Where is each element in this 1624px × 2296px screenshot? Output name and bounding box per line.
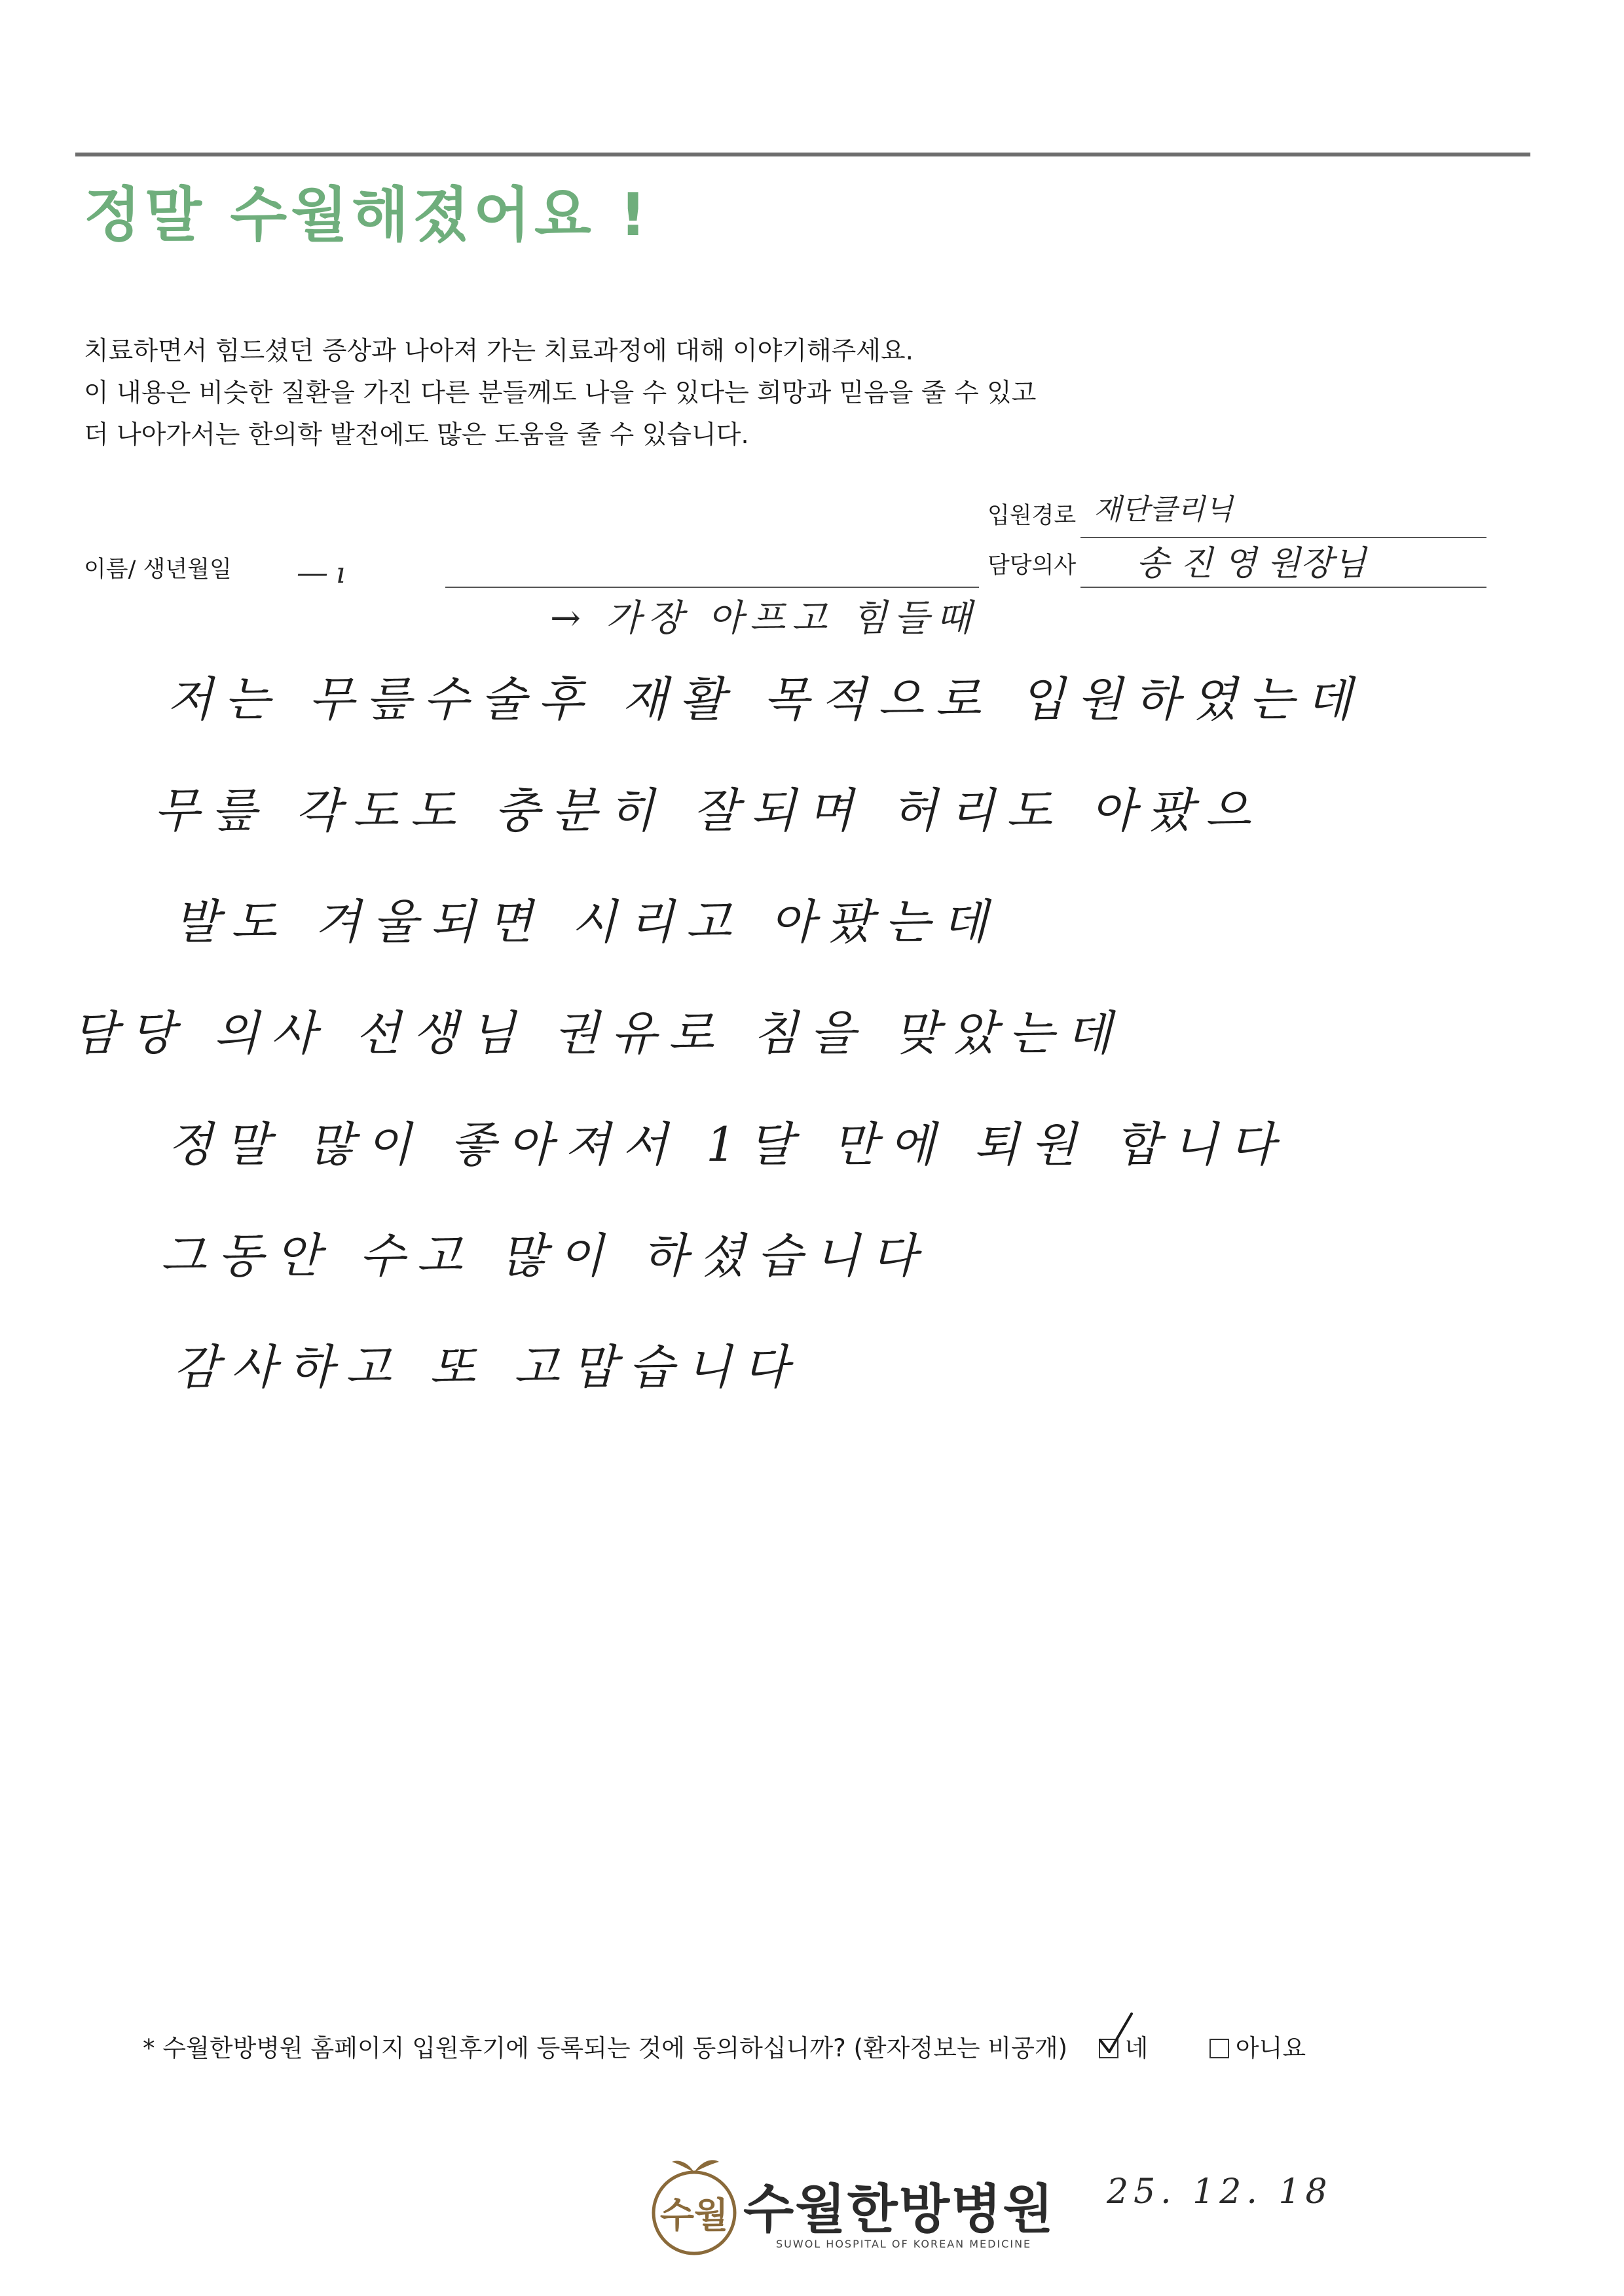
svg-text:수월: 수월: [659, 2195, 729, 2236]
handwritten-line: 저는 무릎수술후 재활 목적으로 입원하였는데: [167, 672, 1364, 727]
name-birth-underline: [445, 587, 979, 588]
admission-route-value: 재단클리닉: [1094, 493, 1233, 526]
consent-row: [143, 2028, 1306, 2064]
doctor-label: 담당의사: [987, 553, 1077, 579]
handwritten-line: 담당 의사 선생님 권유로 침을 맞았는데: [72, 1006, 1124, 1061]
consent-no-checkbox[interactable]: [1209, 2039, 1229, 2058]
top-rule: [75, 153, 1530, 156]
handwritten-line: 감사하고 또 고맙습니다: [174, 1339, 801, 1394]
page-title: 정말 수월해졌어요 !: [84, 181, 651, 249]
handwritten-insert-note: → 가장 아프고 힘들때: [550, 597, 978, 640]
handwritten-line: 무릎 각도도 충분히 잘되며 허리도 아팠으: [154, 783, 1263, 838]
check-mark-icon: [1096, 2011, 1135, 2057]
logo-name: 수월한방병원: [743, 2179, 1055, 2240]
logo-subtitle: SUWOL HOSPITAL OF KOREAN MEDICINE: [776, 2238, 1032, 2250]
intro-text: [84, 331, 1036, 456]
name-birth-label: 이름/ 생년월일: [84, 556, 232, 583]
intro-line: 이 내용은 비슷한 질환을 가진 다른 분들께도 나을 수 있다는 희망과 믿음을 줄 수 있고: [84, 378, 1037, 408]
intro-line: 치료하면서 힘드셨던 증상과 나아져 가는 치료과정에 대해 이야기해주세요.: [84, 337, 914, 366]
doctor-underline: [1080, 587, 1486, 588]
doctor-value: 송 진 영 원장님: [1136, 544, 1366, 583]
admission-route-label: 입원경로: [987, 503, 1077, 529]
handwritten-line: 정말 많이 좋아져서 1달 만에 퇴원 합니다: [167, 1117, 1287, 1172]
consent-yes-label: 네: [1124, 2034, 1149, 2062]
logo-mark-icon: [648, 2154, 740, 2259]
intro-line: 더 나아가서는 한의학 발전에도 많은 도움을 줄 수 있습니다.: [84, 420, 749, 450]
consent-question: * 수월한방병원 홈페이지 입원후기에 등록되는 것에 동의하십니까? (환자정보는 비공개): [143, 2034, 1068, 2062]
handwritten-line: 발도 겨울되면 시리고 아팠는데: [174, 894, 999, 949]
handwritten-date: 25. 12. 18: [1107, 2172, 1333, 2212]
name-birth-value: ― ı: [298, 556, 346, 590]
consent-no-label: 아니요: [1235, 2034, 1306, 2062]
hospital-logo: [648, 2154, 1055, 2272]
handwritten-line: 그동안 수고 많이 하셨습니다: [160, 1228, 929, 1283]
consent-yes-checkbox[interactable]: [1099, 2039, 1118, 2058]
